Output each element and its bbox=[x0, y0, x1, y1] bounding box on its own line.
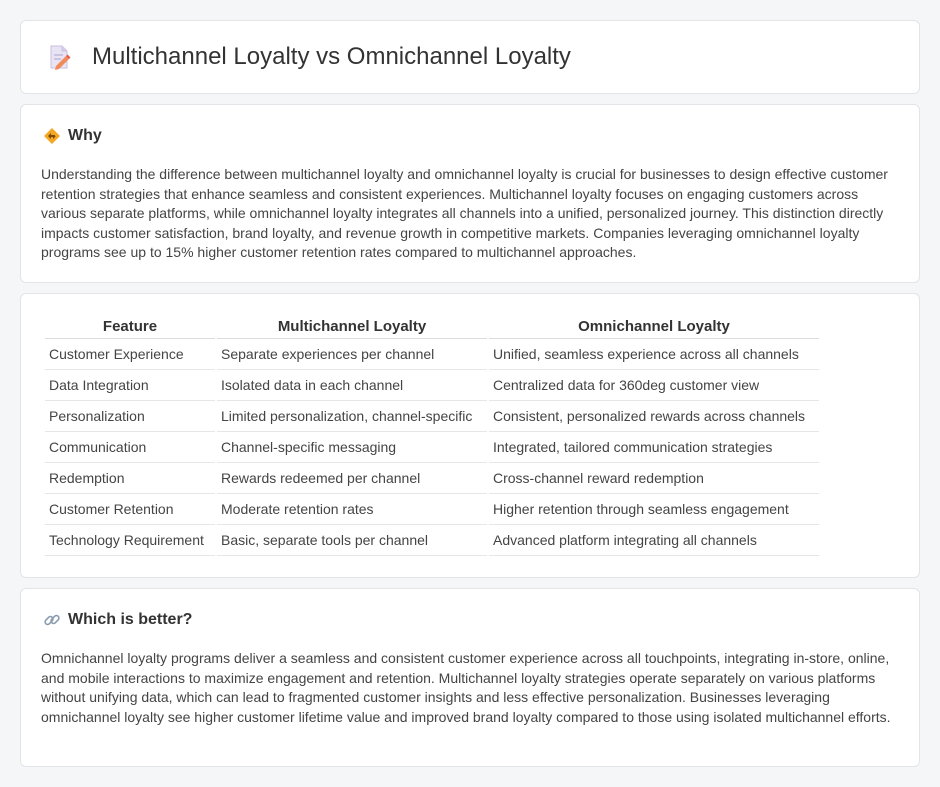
feature-cell: Personalization bbox=[45, 401, 215, 432]
feature-cell: Data Integration bbox=[45, 370, 215, 401]
omnichannel-cell: Higher retention through seamless engagement bbox=[489, 494, 819, 525]
table-row bbox=[45, 432, 819, 463]
which-is-better-card bbox=[20, 588, 920, 767]
link-icon bbox=[43, 611, 61, 629]
better-title: Which is better? bbox=[68, 611, 193, 628]
feature-cell: Technology Requirement bbox=[45, 525, 215, 556]
feature-cell: Redemption bbox=[45, 463, 215, 494]
column-header-feature: Feature bbox=[45, 316, 215, 339]
comparison-table bbox=[43, 316, 821, 556]
feature-cell: Customer Retention bbox=[45, 494, 215, 525]
multichannel-cell: Isolated data in each channel bbox=[217, 370, 487, 401]
feature-cell: Communication bbox=[45, 432, 215, 463]
omnichannel-cell: Unified, seamless experience across all channels bbox=[489, 339, 819, 370]
diamond-arrows-icon bbox=[43, 127, 61, 145]
why-paragraph: Understanding the difference between multichannel loyalty and omnichannel loyalty is crucial for businesses to design effective customer retention strategies that enhance seamless and consistent experiences. Multichannel loyalty focuses on engaging customers across various separate platforms, while omnichannel loyalty integrates all channels into a unified, personalized journey. This distinction directly impacts customer satisfaction, brand loyalty, and revenue growth in competitive markets. Companies leveraging omnichannel loyalty programs see up to 15% higher customer retention rates compared to multichannel approaches. bbox=[41, 166, 888, 260]
omnichannel-cell: Consistent, personalized rewards across channels bbox=[489, 401, 819, 432]
multichannel-cell: Moderate retention rates bbox=[217, 494, 487, 525]
column-header-omnichannel: Omnichannel Loyalty bbox=[489, 316, 819, 339]
title-row bbox=[46, 43, 571, 71]
better-heading bbox=[43, 611, 192, 629]
why-card bbox=[20, 104, 920, 283]
comparison-card bbox=[20, 293, 920, 578]
omnichannel-cell: Cross-channel reward redemption bbox=[489, 463, 819, 494]
document-pencil-icon bbox=[46, 44, 72, 70]
omnichannel-cell: Integrated, tailored communication strategies bbox=[489, 432, 819, 463]
table-row bbox=[45, 401, 819, 432]
table-row bbox=[45, 463, 819, 494]
table-row bbox=[45, 370, 819, 401]
feature-cell: Customer Experience bbox=[45, 339, 215, 370]
multichannel-cell: Rewards redeemed per channel bbox=[217, 463, 487, 494]
table-header-row bbox=[45, 316, 819, 339]
why-title: Why bbox=[68, 127, 102, 144]
multichannel-cell: Separate experiences per channel bbox=[217, 339, 487, 370]
page-title: Multichannel Loyalty vs Omnichannel Loyalty bbox=[92, 43, 571, 70]
header-card bbox=[20, 20, 920, 94]
multichannel-cell: Channel-specific messaging bbox=[217, 432, 487, 463]
table-row bbox=[45, 339, 819, 370]
multichannel-cell: Basic, separate tools per channel bbox=[217, 525, 487, 556]
table-row bbox=[45, 525, 819, 556]
omnichannel-cell: Advanced platform integrating all channels bbox=[489, 525, 819, 556]
table-row bbox=[45, 494, 819, 525]
multichannel-cell: Limited personalization, channel-specific bbox=[217, 401, 487, 432]
column-header-multichannel: Multichannel Loyalty bbox=[217, 316, 487, 339]
omnichannel-cell: Centralized data for 360deg customer view bbox=[489, 370, 819, 401]
why-heading bbox=[43, 127, 102, 145]
better-paragraph: Omnichannel loyalty programs deliver a seamless and consistent customer experience across all touchpoints, integrating in-store, online, and mobile interactions to maximize engagement and retention. Multichannel loyalty strategies operate separately on various platforms without unifying data, which can lead to fragmented customer insights and less effective personalization. Businesses leveraging omnichannel loyalty see higher customer lifetime value and improved brand loyalty compared to those using isolated multichannel efforts. bbox=[41, 650, 891, 725]
